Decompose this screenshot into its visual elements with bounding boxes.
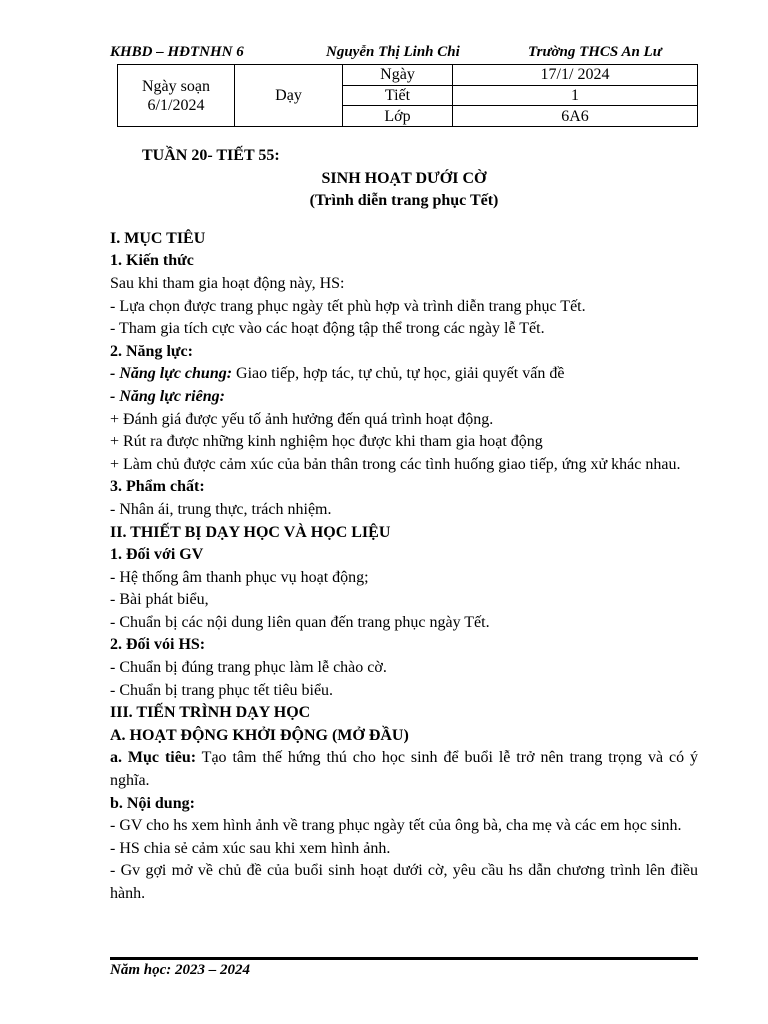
- list-item: - Chuẩn bị các nội dung liên quan đến trang phục ngày Tết.: [110, 613, 490, 631]
- list-item: - Tham gia tích cực vào các hoạt động tập thể trong các ngày lễ Tết.: [110, 320, 545, 338]
- paragraph: - Nhân ái, trung thực, trách nhiệm.: [110, 500, 332, 518]
- subheading-quality: 3. Phẩm chất:: [110, 478, 205, 496]
- teach-label-cell: Dạy: [235, 65, 343, 127]
- list-item: - Bài phát biểu,: [110, 591, 209, 609]
- subheading-teacher: 1. Đối với GV: [110, 546, 204, 564]
- subheading-content: b. Nội dung:: [110, 794, 195, 812]
- specific-competence-label: - Năng lực riêng:: [110, 387, 225, 405]
- row-label-date: Ngày: [343, 65, 453, 86]
- lesson-week: TUẦN 20- TIẾT 55:: [142, 147, 280, 164]
- schedule-table: [117, 64, 698, 127]
- general-competence-label: - Năng lực chung:: [110, 365, 233, 383]
- subheading-student: 2. Đối vói HS:: [110, 636, 206, 654]
- page-header: [110, 44, 698, 64]
- row-value-date: 17/1/ 2024: [453, 65, 698, 86]
- row-value-period: 1: [453, 85, 698, 106]
- list-item: - HS chia sẻ cảm xúc sau khi xem hình ảnh.: [110, 839, 391, 857]
- list-item: - Gv gợi mở về chủ đề của buổi sinh hoạt dưới cờ, yêu cầu hs dẫn chương trình lên điều hành.: [110, 862, 698, 902]
- list-item: + Rút ra được những kinh nghiệm học được khi tham gia hoạt động: [110, 433, 543, 451]
- row-label-class: Lớp: [343, 106, 453, 127]
- section-heading-process: III. TIẾN TRÌNH DẠY HỌC: [110, 704, 311, 722]
- general-competence: [110, 363, 698, 386]
- document-body: [110, 145, 698, 906]
- aim-text: Tạo tâm thế hứng thú cho học sinh để buổi lễ trở nên trang trọng và có ý nghĩa.: [110, 749, 698, 790]
- prep-date: 6/1/2024: [147, 96, 205, 114]
- list-item: - GV cho hs xem hình ảnh về trang phục ngày tết của ông bà, cha mẹ và các em học sinh.: [110, 817, 682, 835]
- section-heading-objectives: I. MỤC TIÊU: [110, 229, 206, 247]
- aim-paragraph: [110, 747, 698, 792]
- header-subject: KHBD – HĐTNHN 6: [110, 44, 244, 60]
- list-item: + Đánh giá được yếu tố ảnh hưởng đến quá trình hoạt động.: [110, 410, 494, 428]
- activity-heading: A. HOẠT ĐỘNG KHỞI ĐỘNG (MỞ ĐẦU): [110, 726, 409, 744]
- list-item: - Chuẩn bị đúng trang phục làm lễ chào cờ.: [110, 659, 387, 677]
- header-school: Trường THCS An Lư: [528, 44, 662, 60]
- subheading-competence: 2. Năng lực:: [110, 342, 193, 360]
- header-teacher: Nguyễn Thị Linh Chi: [326, 44, 460, 60]
- lesson-title: SINH HOẠT DƯỚI CỜ: [321, 169, 487, 187]
- prep-label: Ngày soạn: [142, 77, 210, 95]
- list-item: - Chuẩn bị trang phục tết tiêu biểu.: [110, 681, 334, 699]
- footer-year: Năm học: 2023 – 2024: [110, 962, 250, 978]
- prep-date-cell: [118, 65, 235, 127]
- paragraph: Sau khi tham gia hoạt động này, HS:: [110, 274, 345, 292]
- list-item: - Hệ thống âm thanh phục vụ hoạt động;: [110, 568, 369, 586]
- subheading-knowledge: 1. Kiến thức: [110, 252, 194, 270]
- footer-divider: [110, 957, 698, 960]
- aim-label: a. Mục tiêu:: [110, 749, 197, 767]
- general-competence-text: Giao tiếp, hợp tác, tự chủ, tự học, giải quyết vấn đề: [232, 365, 565, 383]
- list-item: - Lựa chọn được trang phục ngày tết phù hợp và trình diễn trang phục Tết.: [110, 297, 586, 315]
- section-heading-equipment: II. THIẾT BỊ DẠY HỌC VÀ HỌC LIỆU: [110, 523, 391, 541]
- row-label-period: Tiết: [343, 85, 453, 106]
- row-value-class: 6A6: [453, 106, 698, 127]
- list-item: + Làm chủ được cảm xúc của bản thân trong các tình huống giao tiếp, ứng xử khác nhau.: [110, 455, 681, 473]
- lesson-subtitle: (Trình diễn trang phục Tết): [309, 192, 499, 210]
